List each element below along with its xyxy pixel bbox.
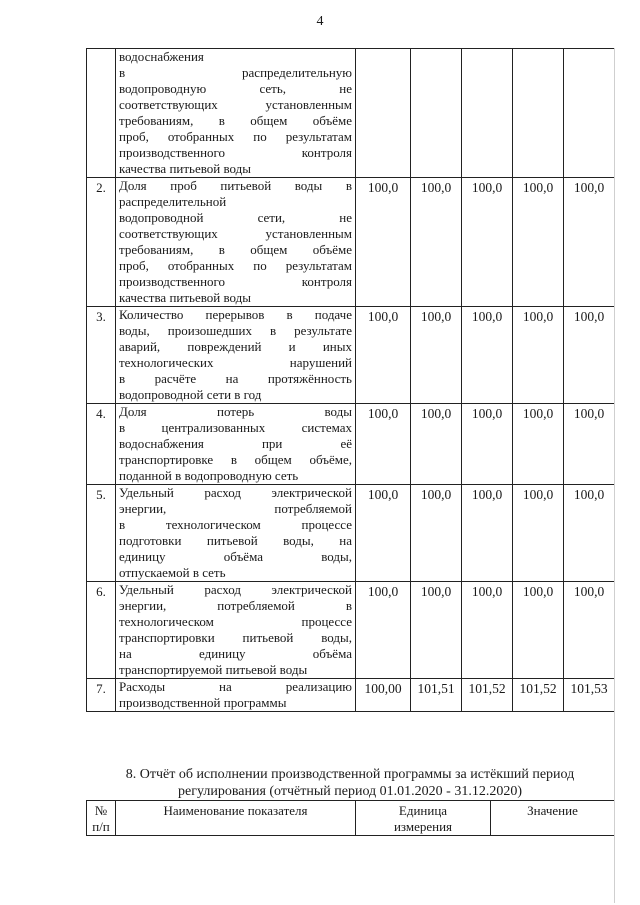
- row-number: [87, 49, 116, 178]
- value-cell: 101,52: [513, 679, 564, 712]
- indicator-name-line: водоснабжения при её: [119, 436, 352, 451]
- page-number: 4: [316, 14, 324, 29]
- value-cell: 100,0: [513, 178, 564, 307]
- header-unit-line2: измерения: [393, 819, 453, 834]
- indicator-name-line: водоснабжения: [119, 49, 204, 64]
- indicator-name-line: Расходы на реализацию: [119, 679, 352, 694]
- report-table-header-row: [87, 801, 615, 836]
- indicator-name: [116, 404, 356, 485]
- value-cell: 101,52: [462, 679, 513, 712]
- scan-edge-line: [614, 48, 615, 903]
- indicator-name-line: требованиям, в общем объёме: [119, 113, 352, 128]
- value-cell: 100,0: [356, 307, 411, 404]
- indicator-name-line: транспортируемой питьевой воды: [119, 662, 308, 677]
- indicator-name-line: поданной в водопроводную сеть: [119, 468, 299, 483]
- value-cell: [564, 49, 615, 178]
- indicators-table-body: [87, 49, 615, 712]
- value-cell: 101,53: [564, 679, 615, 712]
- indicator-name-line: в технологическом процессе: [119, 517, 352, 532]
- section-8-title-line1: 8. Отчёт об исполнении производственной программы за истёкший период: [125, 767, 575, 782]
- indicator-name-line: технологических нарушений: [119, 355, 352, 370]
- value-cell: 100,0: [411, 404, 462, 485]
- indicator-name-line: водопроводной сети, не: [119, 210, 352, 225]
- indicator-name-line: качества питьевой воды: [119, 161, 252, 176]
- indicator-name-line: соответствующих установленным: [119, 97, 352, 112]
- header-num: [87, 801, 116, 836]
- header-num-line1: №: [94, 803, 108, 818]
- indicator-name-line: технологическом процессе: [119, 614, 352, 629]
- indicator-name: [116, 582, 356, 679]
- table-row: [87, 679, 615, 712]
- indicator-name-line: Удельный расход электрической: [119, 485, 352, 500]
- table-row: [87, 49, 615, 178]
- value-cell: 100,0: [462, 485, 513, 582]
- value-cell: 100,0: [356, 485, 411, 582]
- table-row: [87, 178, 615, 307]
- value-cell: 100,0: [462, 178, 513, 307]
- indicator-name-line: Удельный расход электрической: [119, 582, 352, 597]
- value-cell: 100,0: [411, 485, 462, 582]
- value-cell: 100,0: [513, 485, 564, 582]
- header-num-line2: п/п: [92, 819, 110, 834]
- indicator-name-line: Доля потерь воды: [119, 404, 352, 419]
- indicator-name-line: в распределительную: [119, 65, 352, 80]
- section-8-title-line2: регулирования (отчётный период 01.01.2020 - 31.12.2020): [178, 784, 522, 799]
- indicator-name-line: подготовки питьевой воды, на: [119, 533, 352, 548]
- indicator-name-line: производственной программы: [119, 695, 287, 710]
- value-cell: 100,0: [411, 178, 462, 307]
- indicator-name: [116, 485, 356, 582]
- indicator-name-line: энергии, потребляемой в: [119, 598, 352, 613]
- value-cell: 100,0: [411, 307, 462, 404]
- indicator-name-line: водопроводную сеть, не: [119, 81, 352, 96]
- indicator-name-line: проб, отобранных по результатам: [119, 129, 352, 144]
- header-indicator-name: Наименование показателя: [116, 801, 356, 836]
- value-cell: 100,0: [513, 582, 564, 679]
- value-cell: [411, 49, 462, 178]
- indicator-name-line: Доля проб питьевой воды в: [119, 178, 352, 193]
- indicator-name-line: на единицу объёма: [119, 646, 352, 661]
- row-number: 7.: [87, 679, 116, 712]
- header-unit-line1: Единица: [398, 803, 448, 818]
- value-cell: 100,0: [513, 307, 564, 404]
- value-cell: 100,0: [564, 307, 615, 404]
- section-8-title: [86, 766, 614, 800]
- value-cell: 100,0: [462, 582, 513, 679]
- indicators-table: [86, 48, 615, 712]
- indicator-name-line: воды, произошедших в результате: [119, 323, 352, 338]
- value-cell: 100,0: [356, 582, 411, 679]
- indicator-name: [116, 679, 356, 712]
- indicator-name-line: энергии, потребляемой: [119, 501, 352, 516]
- value-cell: 101,51: [411, 679, 462, 712]
- indicator-name: [116, 49, 356, 178]
- header-unit: [356, 801, 491, 836]
- row-number: 2.: [87, 178, 116, 307]
- indicator-name-line: качества питьевой воды: [119, 290, 252, 305]
- indicator-name-line: единицу объёма воды,: [119, 549, 352, 564]
- table-row: [87, 485, 615, 582]
- indicator-name-line: транспортировки питьевой воды,: [119, 630, 352, 645]
- indicator-name: [116, 307, 356, 404]
- indicator-name-line: транспортировке в общем объёме,: [119, 452, 352, 467]
- indicator-name-line: проб, отобранных по результатам: [119, 258, 352, 273]
- value-cell: 100,0: [564, 178, 615, 307]
- indicator-name-line: водопроводной сети в год: [119, 387, 262, 402]
- indicator-name-line: требованиям, в общем объёме: [119, 242, 352, 257]
- value-cell: 100,00: [356, 679, 411, 712]
- value-cell: 100,0: [513, 404, 564, 485]
- value-cell: 100,0: [356, 404, 411, 485]
- row-number: 4.: [87, 404, 116, 485]
- value-cell: 100,0: [564, 404, 615, 485]
- indicator-name-line: отпускаемой в сеть: [119, 565, 226, 580]
- value-cell: 100,0: [564, 485, 615, 582]
- indicator-name-line: в расчёте на протяжённость: [119, 371, 352, 386]
- value-cell: 100,0: [564, 582, 615, 679]
- value-cell: 100,0: [462, 404, 513, 485]
- row-number: 3.: [87, 307, 116, 404]
- value-cell: [462, 49, 513, 178]
- table-row: [87, 404, 615, 485]
- indicator-name-line: в централизованных системах: [119, 420, 352, 435]
- indicator-name: [116, 178, 356, 307]
- value-cell: [356, 49, 411, 178]
- table-row: [87, 582, 615, 679]
- value-cell: 100,0: [411, 582, 462, 679]
- value-cell: [513, 49, 564, 178]
- report-table: [86, 800, 615, 836]
- indicator-name-line: производственного контроля: [119, 274, 352, 289]
- indicator-name-line: Количество перерывов в подаче: [119, 307, 352, 322]
- row-number: 6.: [87, 582, 116, 679]
- indicator-name-line: распределительной: [119, 194, 227, 209]
- row-number: 5.: [87, 485, 116, 582]
- header-value: Значение: [491, 801, 615, 836]
- table-row: [87, 307, 615, 404]
- value-cell: 100,0: [356, 178, 411, 307]
- indicator-name-line: производственного контроля: [119, 145, 352, 160]
- indicator-name-line: аварий, повреждений и иных: [119, 339, 352, 354]
- indicator-name-line: соответствующих установленным: [119, 226, 352, 241]
- value-cell: 100,0: [462, 307, 513, 404]
